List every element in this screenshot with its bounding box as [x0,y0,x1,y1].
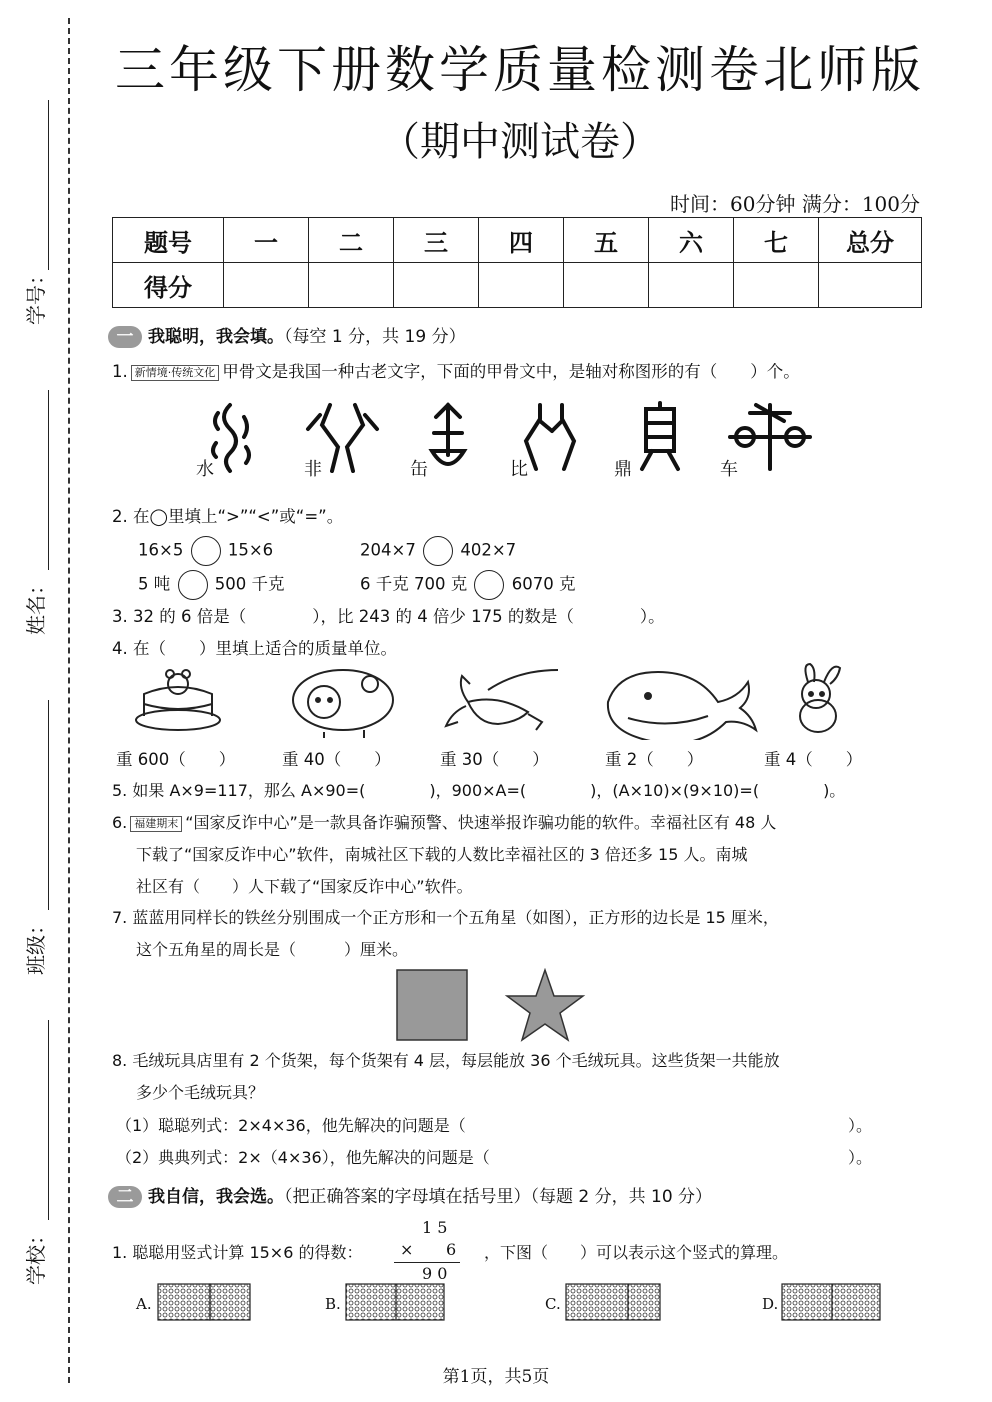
score-cell[interactable] [394,263,479,308]
compare-circle[interactable] [474,570,504,600]
mass-item-cake[interactable]: 重 600（ ） [116,750,236,769]
score-cell[interactable] [564,263,649,308]
name-field[interactable] [20,390,60,640]
glyph-label-fei: 非 [304,459,322,480]
section-2-header [108,1182,712,1208]
ding-glyph [642,403,678,469]
question-6-line-2: 下载了“国家反诈中心”软件，南城社区下载的人数比幸福社区的 3 倍还多 15 人。南城 [136,845,748,864]
question-8-sub-1: （1）聪聪列式：2×4×36，他先解决的问题是（ [116,1116,466,1135]
question-7-line-2: 这个五角星的周长是（ ）厘米。 [136,940,409,959]
crayfish-icon [446,670,558,730]
glyph-label-ding: 鼎 [614,459,632,480]
fou-glyph [432,405,464,464]
compare-1: 16×5 15×6 [138,536,273,566]
square-shape [397,970,467,1040]
section-2-note: （把正确答案的字母填在括号里）（每题 2 分，共 10 分） [284,1187,713,1207]
question-8: 8. 毛绒玩具店里有 2 个货架，每个货架有 4 层，每层能放 36 个毛绒玩具。这些货架一共能放 [112,1051,780,1070]
score-cell[interactable] [479,263,564,308]
score-cell[interactable] [819,263,922,308]
compare-4: 6 千克 700 克 6070 克 [360,570,575,600]
whale-icon [608,672,756,740]
class-label: 班级： [24,915,48,975]
binding-line [68,18,70,1383]
score-cell[interactable] [734,263,819,308]
question-8-sub-2: （2）典典列式：2×（4×36），他先解决的问题是（ [116,1148,490,1167]
score-header: 一 [224,218,309,263]
star-shape [507,970,583,1040]
mass-item-whale[interactable]: 重 2（ ） [605,750,704,769]
question-8-sub-2-close: ）。 [848,1148,873,1167]
school-label: 学校： [24,1225,48,1285]
choice-question-1-rest: ，下图（ ）可以表示这个竖式的算理。 [484,1243,789,1262]
water-glyph [213,405,249,471]
question-tag: 新情境·传统文化 [131,365,220,381]
rabbit-icon [800,664,840,732]
question-6: 6. 福建期末 “国家反诈中心”是一款具备诈骗预警、快速举报诈骗功能的软件。幸福社区有 48 人 [112,813,777,832]
square-and-star-figure [395,968,595,1042]
question-tag: 福建期末 [130,816,182,832]
student-no-label: 学号： [24,265,48,325]
question-7: 7. 蓝蓝用同样长的铁丝分别围成一个正方形和一个五角星（如图），正方形的边长是 15 厘米， [112,908,779,927]
dot-array-options [150,1282,890,1324]
cake-icon [136,670,220,730]
question-8-line-2: 多少个毛绒玩具？ [136,1083,265,1102]
glyph-label-che: 车 [720,459,738,480]
score-table [112,217,922,308]
glyph-label-bi: 比 [510,459,528,480]
compare-2: 204×7 402×7 [360,536,516,566]
page-footer: 第1页，共5页 [442,1367,550,1387]
compare-circle[interactable] [178,570,208,600]
option-c-label[interactable]: C. [545,1295,561,1313]
score-cell[interactable] [649,263,734,308]
compare-circle[interactable] [191,536,221,566]
question-6-line-3: 社区有（ ）人下载了“国家反诈中心”软件。 [136,877,473,896]
score-header: 四 [479,218,564,263]
section-1-number: 一 [108,326,142,348]
score-cell[interactable] [224,263,309,308]
school-field[interactable] [20,1020,60,1290]
name-label: 姓名： [24,575,48,635]
section-1-note: （每空 1 分，共 19 分） [284,327,466,347]
score-header: 二 [309,218,394,263]
mass-item-crayfish[interactable]: 重 30（ ） [440,750,549,769]
section-1-header [108,322,466,348]
mass-pictures [128,662,868,740]
score-header: 七 [734,218,819,263]
section-2-number: 二 [108,1186,142,1208]
class-field[interactable] [20,700,60,980]
score-row-label: 得分 [113,263,224,308]
mass-item-rabbit[interactable]: 重 4（ ） [764,750,863,769]
section-1-title: 我聪明，我会填。 [148,327,284,347]
option-a-label[interactable]: A. [136,1295,152,1313]
glyph-label-water: 水 [196,459,214,480]
question-8-sub-1-close: ）。 [848,1116,873,1135]
question-1: 1. 新情境·传统文化 甲骨文是我国一种古老文字，下面的甲骨文中，是轴对称图形的有（ ）个。 [112,362,800,381]
glyph-label-fou: 缶 [410,459,428,480]
sheep-icon [293,670,393,738]
option-d-label[interactable]: D. [762,1295,779,1313]
option-d-dots[interactable] [782,1284,880,1320]
question-4: 4. 在（ ）里填上适合的质量单位。 [112,639,397,658]
question-5: 5. 如果 A×9=117，那么 A×90=( )，900×A=( )，(A×10)×(9×10)=( )。 [112,781,846,800]
page-title: 三年级下册数学质量检测卷北师版 [115,41,925,99]
question-3: 3. 32 的 6 倍是（ ），比 243 的 4 倍少 175 的数是（ ）。 [112,607,665,626]
compare-circle[interactable] [423,536,453,566]
option-a-dots[interactable] [158,1284,250,1320]
score-header: 题号 [113,218,224,263]
score-header: 六 [649,218,734,263]
che-glyph [730,405,810,469]
compare-3: 5 吨 500 千克 [138,570,285,600]
option-b-dots[interactable] [346,1284,444,1320]
score-cell[interactable] [309,263,394,308]
question-2: 2. 在◯里填上“>”“<”或“=”。 [112,507,344,526]
score-header: 五 [564,218,649,263]
choice-question-1: 1. 聪聪用竖式计算 15×6 的得数： [112,1243,363,1262]
score-header: 三 [394,218,479,263]
score-header: 总分 [819,218,922,263]
option-c-dots[interactable] [566,1284,660,1320]
page-subtitle: （期中测试卷） [380,119,660,165]
time-info: 时间：60分钟 满分：100分 [670,192,920,216]
option-b-label[interactable]: B. [325,1295,341,1313]
bi-glyph [526,405,574,469]
student-no-field[interactable] [20,100,60,330]
mass-item-sheep[interactable]: 重 40（ ） [282,750,391,769]
section-2-title: 我自信，我会选。 [148,1187,284,1207]
